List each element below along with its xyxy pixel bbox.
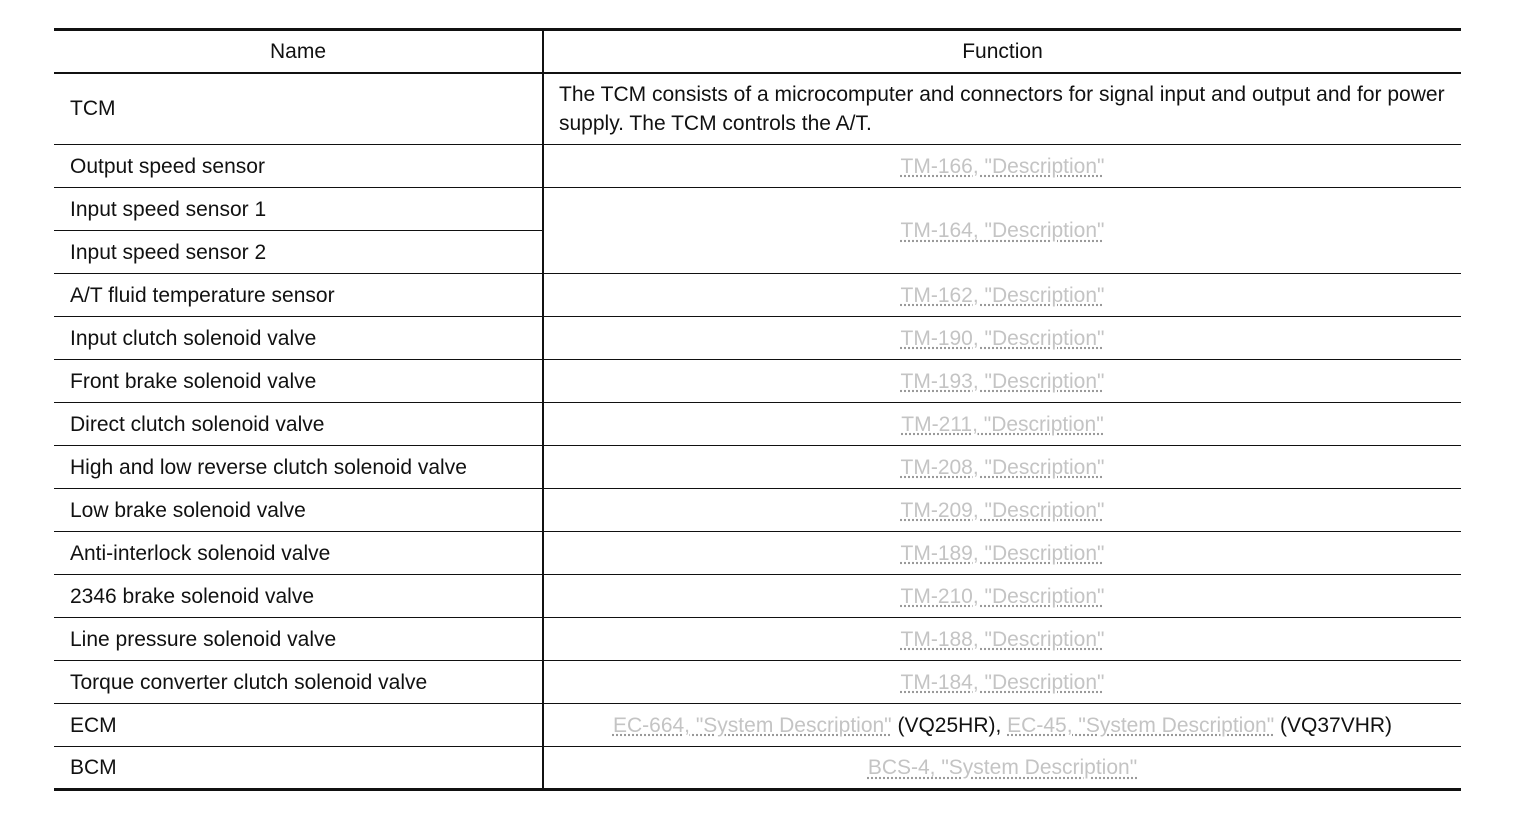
table-row [54,532,1461,575]
reference-link[interactable]: TM-190, "Description" [900,326,1105,350]
reference-link[interactable]: TM-164, "Description" [900,219,1105,242]
reference-link[interactable]: TM-162, "Description" [900,283,1105,307]
reference-link[interactable]: TM-210, "Description" [900,584,1105,608]
table-row [54,403,1461,446]
table-row [54,489,1461,532]
reference-link[interactable]: TM-211, "Description" [901,412,1104,436]
function-cell [543,575,1461,618]
reference-link[interactable]: TM-193, "Description" [900,369,1105,393]
function-cell [543,360,1461,403]
component-name: A/T fluid temperature sensor [54,274,543,317]
component-name: Line pressure solenoid valve [54,618,543,661]
reference-link[interactable]: TM-166, "Description" [900,154,1105,178]
component-name: Front brake solenoid valve [54,360,543,403]
function-cell [543,446,1461,489]
function-cell [543,704,1461,747]
table-row [54,317,1461,360]
table-row [54,575,1461,618]
reference-link[interactable]: BCS-4, "System Description" [867,756,1138,779]
table-row [54,360,1461,403]
engine-variant-text: (VQ37VHR) [1274,713,1393,737]
function-cell [543,489,1461,532]
function-cell [543,188,1461,274]
component-name: Anti-interlock solenoid valve [54,532,543,575]
reference-link[interactable]: TM-189, "Description" [900,541,1105,565]
component-name: 2346 brake solenoid valve [54,575,543,618]
function-cell [543,145,1461,188]
component-name: Input clutch solenoid valve [54,317,543,360]
table-row [54,188,1461,231]
reference-link[interactable]: TM-208, "Description" [900,455,1105,479]
header-name: Name [54,30,543,73]
table-row [54,747,1461,790]
reference-link-vq37vhr[interactable]: EC-45, "System Description" [1007,713,1275,737]
table-row [54,446,1461,489]
component-name: ECM [54,704,543,747]
reference-link[interactable]: TM-188, "Description" [900,627,1105,651]
table-row-tcm [54,73,1461,145]
function-cell [543,532,1461,575]
component-name: Output speed sensor [54,145,543,188]
function-cell [543,317,1461,360]
component-name: Input speed sensor 1 [54,188,543,231]
component-name: Input speed sensor 2 [54,231,543,274]
function-cell [543,618,1461,661]
reference-link[interactable]: TM-184, "Description" [900,670,1105,694]
engine-variant-text: (VQ25HR), [891,713,1008,737]
table-row [54,274,1461,317]
table-row [54,618,1461,661]
table-row-ecm [54,704,1461,747]
reference-link[interactable]: TM-209, "Description" [900,498,1105,522]
component-name: Low brake solenoid valve [54,489,543,532]
component-name: Direct clutch solenoid valve [54,403,543,446]
header-row [54,30,1461,73]
component-name: High and low reverse clutch solenoid valve [54,446,543,489]
header-function: Function [543,30,1461,73]
reference-link-vq25hr[interactable]: EC-664, "System Description" [612,713,892,737]
function-cell [543,747,1461,790]
function-cell [543,661,1461,704]
table-row [54,661,1461,704]
component-name: Torque converter clutch solenoid valve [54,661,543,704]
component-name: BCM [54,747,543,790]
function-cell [543,403,1461,446]
component-function-table [54,28,1461,791]
table-row [54,145,1461,188]
function-description: The TCM consists of a microcomputer and connectors for signal input and output and for power supply. The TCM controls the A/T. [543,73,1461,145]
function-cell [543,274,1461,317]
component-name: TCM [54,73,543,145]
